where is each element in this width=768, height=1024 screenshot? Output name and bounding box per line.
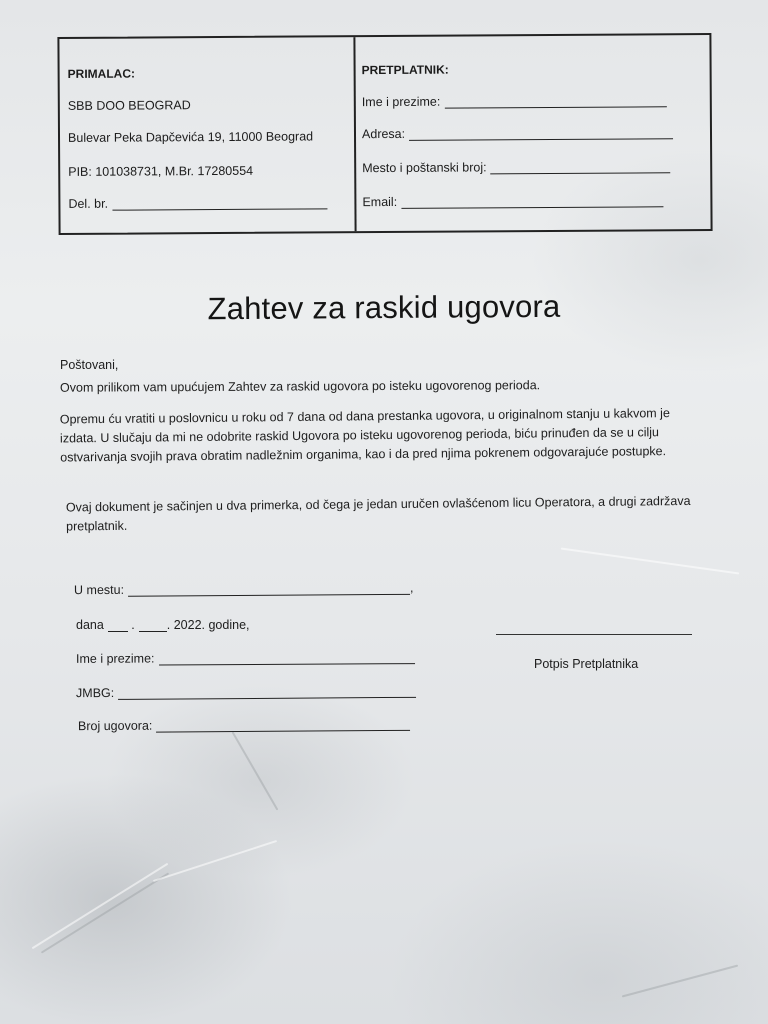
recipient-ids: PIB: 101038731, M.Br. 17280554 <box>68 163 254 179</box>
date-year: . 2022. godine, <box>166 618 250 632</box>
contract-number-label: Broj ugovora: <box>77 718 153 734</box>
place-line <box>128 582 410 597</box>
delivery-number-line <box>112 196 327 210</box>
subscriber-email-label: Email: <box>362 194 398 210</box>
date-month-line <box>139 619 167 632</box>
subscriber-column <box>361 35 701 210</box>
paper-crease <box>232 732 279 811</box>
subscriber-email-field <box>362 193 663 209</box>
equipment-paragraph <box>60 404 721 468</box>
paper-crease <box>41 872 169 953</box>
date-separator: . <box>131 618 135 632</box>
recipient-label: PRIMALAC: <box>67 66 135 81</box>
contract-number-line <box>156 718 410 733</box>
jmbg-line <box>118 685 416 700</box>
name-field <box>76 650 415 666</box>
subscriber-address-line <box>409 126 673 141</box>
paper-crease <box>561 547 740 574</box>
jmbg-label: JMBG: <box>75 685 115 701</box>
subscriber-address-field <box>362 125 673 141</box>
delivery-number-field <box>68 195 327 211</box>
intro-emphasis: Zahtev za raskid ugovora po isteku ugovorenog perioda. <box>228 378 541 394</box>
date-day-line <box>108 619 128 632</box>
name-line <box>158 651 414 665</box>
header-table <box>57 33 712 235</box>
recipient-column <box>67 37 347 211</box>
place-label: U mestu: <box>73 582 125 598</box>
recipient-name: SBB DOO BEOGRAD <box>67 98 191 113</box>
jmbg-field <box>76 684 416 700</box>
subscriber-email-line <box>401 194 663 209</box>
paper-crease <box>32 863 169 949</box>
subscriber-city-label: Mesto i poštanski broj: <box>362 160 487 176</box>
place-suffix: , <box>409 580 414 595</box>
copies-paragraph <box>66 492 726 537</box>
copies-line-2: pretplatnik. <box>66 518 128 534</box>
equipment-line-3: ostvarivanja svojih prava obratim nadležnim organima, kao i da pred njima pokrenem odgovarajuće postupke. <box>60 444 667 465</box>
intro-paragraph <box>60 375 720 397</box>
paper-crease <box>153 840 277 882</box>
recipient-address: Bulevar Peka Dapčevića 19, 11000 Beograd <box>67 129 314 145</box>
subscriber-name-line <box>444 94 666 108</box>
header-divider <box>353 37 356 231</box>
greeting: Poštovani, <box>60 358 119 372</box>
place-field <box>74 581 414 597</box>
subscriber-label: PRETPLATNIK: <box>361 62 449 78</box>
document-title: Zahtev za raskid ugovora <box>207 288 561 327</box>
date-field <box>76 618 250 632</box>
subscriber-name-field <box>362 93 667 109</box>
subscriber-address-label: Adresa: <box>361 126 406 142</box>
equipment-line-2: izdata. U slučaju da mi ne odobrite raskid Ugovora po isteku ugovorenog perioda, biću prinuđen da se u cilju <box>59 425 660 446</box>
subscriber-city-field <box>362 159 670 175</box>
delivery-number-label: Del. br. <box>68 196 109 211</box>
signature-label: Potpis Pretplatnika <box>534 657 639 671</box>
subscriber-city-line <box>491 160 671 174</box>
copies-line-1: Ovaj dokument je sačinjen u dva primerka, od čega je jedan uručen ovlašćenom licu Operatora, a drugi zadržava <box>65 493 691 515</box>
date-label: dana <box>76 618 104 632</box>
paper-crease <box>622 965 738 998</box>
signature-line <box>496 634 692 635</box>
intro-text: Ovom prilikom vam upućujem <box>59 379 229 395</box>
equipment-line-1: Opremu ću vratiti u poslovnicu u roku od 7 dana od dana prestanka ugovora, u originalnom stanju u kakvom je <box>59 406 670 427</box>
subscriber-name-label: Ime i prezime: <box>361 94 441 110</box>
contract-number-field <box>78 717 410 733</box>
name-label: Ime i prezime: <box>75 651 155 666</box>
